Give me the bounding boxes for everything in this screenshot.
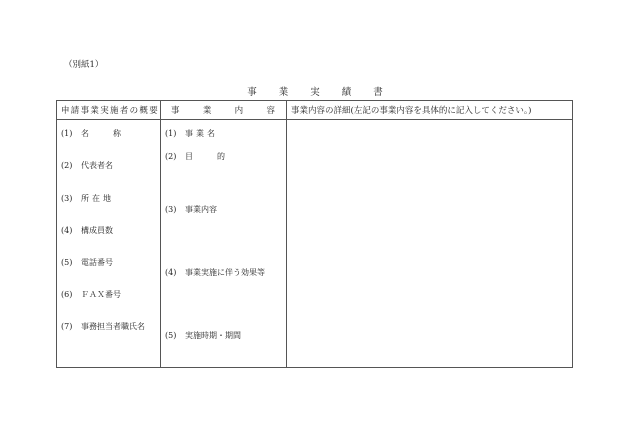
applicant-column (57, 120, 161, 368)
table-header-row (57, 101, 573, 120)
applicant-item-name: (1) 名称 (61, 129, 145, 138)
header-project-content-char: 業 (202, 106, 212, 116)
header-project-details: 事業内容の詳細(左記の事業内容を具体的に記入してください。) (287, 101, 573, 120)
applicant-item-representative: (2) 代表者名 (61, 161, 113, 170)
header-project-content (161, 101, 287, 120)
applicant-item-contact-person: (7) 事務担当者職氏名 (61, 322, 145, 331)
applicant-item-phone: (5) 電話番号 (61, 258, 113, 267)
content-item-effects: (4) 事業実施に伴う効果等 (165, 268, 265, 277)
applicant-item-address: (3) 所在地 (61, 194, 114, 203)
content-column (161, 120, 287, 368)
document-title: 事業実績書 (247, 87, 405, 98)
attachment-label: （別紙1） (64, 60, 104, 70)
applicant-item-fax: (6) ＦＡＸ番号 (61, 290, 121, 299)
header-project-content-char: 事 (171, 106, 180, 116)
content-item-project-name: (1) 事業名 (165, 129, 218, 138)
header-applicant-overview: 申請事業実施者の概要 (57, 101, 161, 120)
header-project-content-char: 内 (234, 106, 244, 116)
report-form-table (56, 100, 573, 368)
content-item-period: (5) 実施時期・期間 (165, 331, 241, 340)
details-column (287, 120, 573, 368)
header-project-content-char: 容 (266, 106, 275, 116)
content-item-project-content: (3) 事業内容 (165, 205, 217, 214)
content-item-purpose: (2) 目的 (165, 152, 249, 161)
applicant-item-members: (4) 構成員数 (61, 226, 113, 235)
table-body-row (57, 120, 573, 368)
header-project-content-text (171, 104, 275, 116)
